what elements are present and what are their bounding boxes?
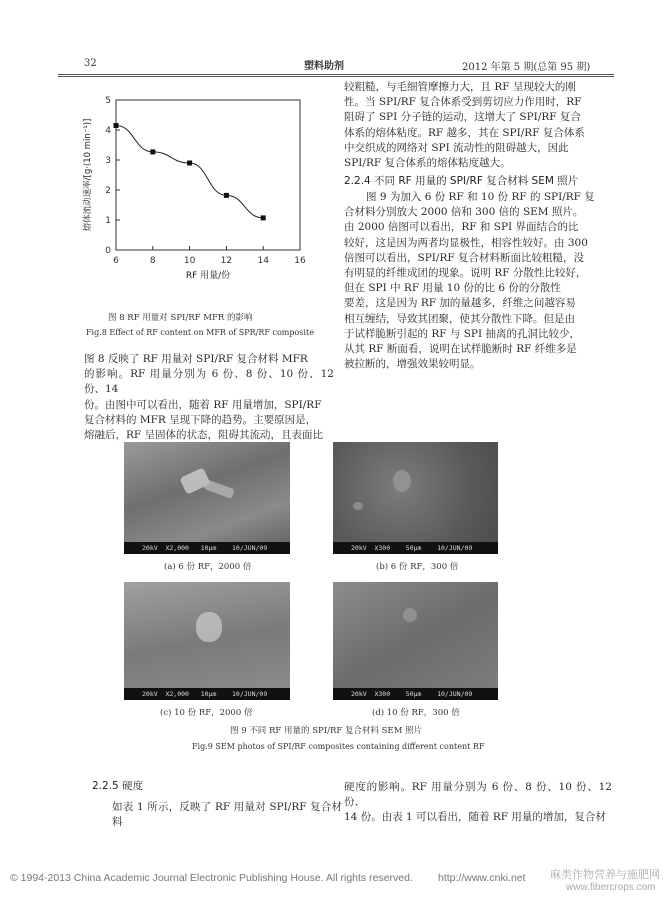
fig8-chart <box>60 88 325 338</box>
sem-photo-d <box>333 582 498 700</box>
sem-photo-b <box>333 442 498 554</box>
bottom-right-paragraph <box>344 780 612 826</box>
watermark-url: www.fibercrops.com <box>566 882 656 893</box>
y-tick-label: 5 <box>105 96 111 106</box>
left-paragraph <box>84 352 334 443</box>
series-line <box>116 126 263 218</box>
fig8-caption-cn: 图 8 RF 用量对 SPI/RF MFR 的影响 <box>108 313 253 323</box>
left-line: 复合材料的 MFR 呈现下降的趋势。主要原因是， <box>84 413 317 426</box>
right-line: 被拉断的，增强效果较明显。 <box>344 358 481 371</box>
bottom-left-text: 如表 1 所示，反映了 RF 用量对 SPI/RF 复合材料 <box>112 801 342 829</box>
right-line: 阻碍了 SPI 分子链的运动，这增大了 SPI/RF 复合 <box>344 111 581 124</box>
left-line: 份。由图中可以看出，随着 RF 用量增加，SPI/RF <box>84 398 322 411</box>
sem-scalebar-c: 20kV X2,000 10μm 10/JUN/09 <box>124 688 290 700</box>
y-tick-label: 2 <box>105 186 111 196</box>
sem-caption-c: (c) 10 份 RF，2000 倍 <box>160 708 253 718</box>
fig8-caption-en: Fig.8 Effect of RF content on MFR of SPR/RF composite <box>86 328 314 337</box>
section-heading-225: 2.2.5 硬度 <box>92 780 144 792</box>
data-point <box>224 193 229 198</box>
data-point <box>187 161 192 166</box>
right-line: 硬度的影响。RF 用量分别为 6 份、8 份、10 份、12 份、 <box>344 781 612 809</box>
right-line: 但在 SPI 中 RF 用量 10 份的比 6 份的分散性 <box>344 282 561 295</box>
x-tick-label: 14 <box>257 256 269 266</box>
right-paragraph-b <box>344 190 612 372</box>
x-tick-label: 12 <box>220 256 233 266</box>
right-line: 中交织成的网络对 SPI 流动性的阻碍越大，因此 <box>344 141 569 154</box>
y-tick-label: 0 <box>105 246 111 256</box>
issue-info: 2012 年第 5 期(总第 95 期) <box>462 62 591 73</box>
right-line: 有明显的纤维成团的现象。说明 RF 分散性比较好， <box>344 267 587 280</box>
right-line: 较粗糙，与毛细管摩擦力大，且 RF 呈现较大的刚 <box>344 81 576 93</box>
sem-caption-a: (a) 6 份 RF，2000 倍 <box>164 562 252 572</box>
sem-scalebar-a: 20kV X2,000 10μm 10/JUN/09 <box>124 542 290 554</box>
fig9-caption-cn: 图 9 不同 RF 用量的 SPI/RF 复合材料 SEM 照片 <box>230 726 423 736</box>
y-axis-label: 熔体流动速率/[g·(10 min⁻¹)] <box>83 118 93 232</box>
header-rule <box>58 74 614 75</box>
x-tick-label: 6 <box>113 256 119 266</box>
data-point <box>114 123 119 128</box>
right-line: 性。当 SPI/RF 复合体系受到剪切应力作用时，RF <box>344 96 582 109</box>
x-axis-label: RF 用量/份 <box>185 271 231 281</box>
sem-photo-a <box>124 442 290 554</box>
footer-copyright: © 1994-2013 China Academic Journal Electronic Publishing House. All rights reserved. <box>10 872 413 884</box>
x-tick-label: 8 <box>149 256 156 266</box>
right-line: 由 2000 倍图可以看出，RF 和 SPI 界面结合的比 <box>344 221 579 234</box>
sem-caption-d: (d) 10 份 RF，300 倍 <box>372 708 460 718</box>
right-paragraph-a <box>344 80 612 171</box>
right-line: 体系的熔体粘度。RF 越多，其在 SPI/RF 复合体系 <box>344 126 585 139</box>
plot-frame <box>116 100 300 250</box>
left-line: 图 8 反映了 RF 用量对 SPI/RF 复合材料 MFR <box>84 353 308 365</box>
x-tick-label: 16 <box>294 256 306 266</box>
sem-scalebar-b: 20kV X300 50μm 10/JUN/09 <box>333 542 498 554</box>
right-line: 14 份。由表 1 可以看出，随着 RF 用量的增加，复合材 <box>344 811 606 824</box>
right-line: 从其 RF 断面看，说明在试样脆断时 RF 纤维多是 <box>344 343 577 356</box>
sem-photo-c <box>124 582 290 700</box>
y-tick-label: 1 <box>105 216 111 226</box>
right-line: 较好，这是因为两者均显极性，相容性较好。由 300 <box>344 236 588 249</box>
right-line: 于试样脆断引起的 RF 与 SPI 抽离的孔洞比较少， <box>344 327 580 340</box>
fig9-caption-en: Fig.9 SEM photos of SPI/RF composites containing different content RF <box>192 742 485 751</box>
y-tick-label: 3 <box>105 156 111 166</box>
data-point <box>150 149 155 154</box>
right-line: 要差，这是因为 RF 加的量越多，纤维之间越容易 <box>344 297 576 310</box>
page-number: 32 <box>84 58 97 69</box>
journal-name: 塑料助剂 <box>304 61 344 72</box>
header-rule-2 <box>58 76 614 77</box>
sem-scalebar-d: 20kV X300 50μm 10/JUN/09 <box>333 688 498 700</box>
right-line: 合材料分别放大 2000 倍和 300 倍的 SEM 照片。 <box>344 206 584 219</box>
watermark-text: 麻类作物营养与施肥网 <box>550 868 660 881</box>
right-line: 相互缠结，导致其团聚，使其分散性下降。但是由 <box>344 312 575 325</box>
right-line: 倍图可以看出，SPI/RF 复合材料断面比较粗糙，没 <box>344 251 584 264</box>
left-line: 熔融后，RF 呈固体的状态，阻碍其流动，且表面比 <box>84 429 324 442</box>
left-line: 的影响。RF 用量分别为 6 份、8 份、10 份、12 份、14 <box>84 368 334 396</box>
right-line: 图 9 为加入 6 份 RF 和 10 份 RF 的 SPI/RF 复 <box>366 191 595 203</box>
sem-caption-b: (b) 6 份 RF，300 倍 <box>376 562 459 572</box>
x-tick-label: 10 <box>183 256 196 266</box>
data-point <box>261 215 266 220</box>
footer-url[interactable]: http://www.cnki.net <box>438 872 526 884</box>
section-heading-224: 2.2.4 不同 RF 用量的 SPI/RF 复合材料 SEM 照片 <box>344 175 579 187</box>
y-tick-label: 4 <box>105 126 111 136</box>
right-line: SPI/RF 复合体系的熔体粘度越大。 <box>344 157 511 170</box>
